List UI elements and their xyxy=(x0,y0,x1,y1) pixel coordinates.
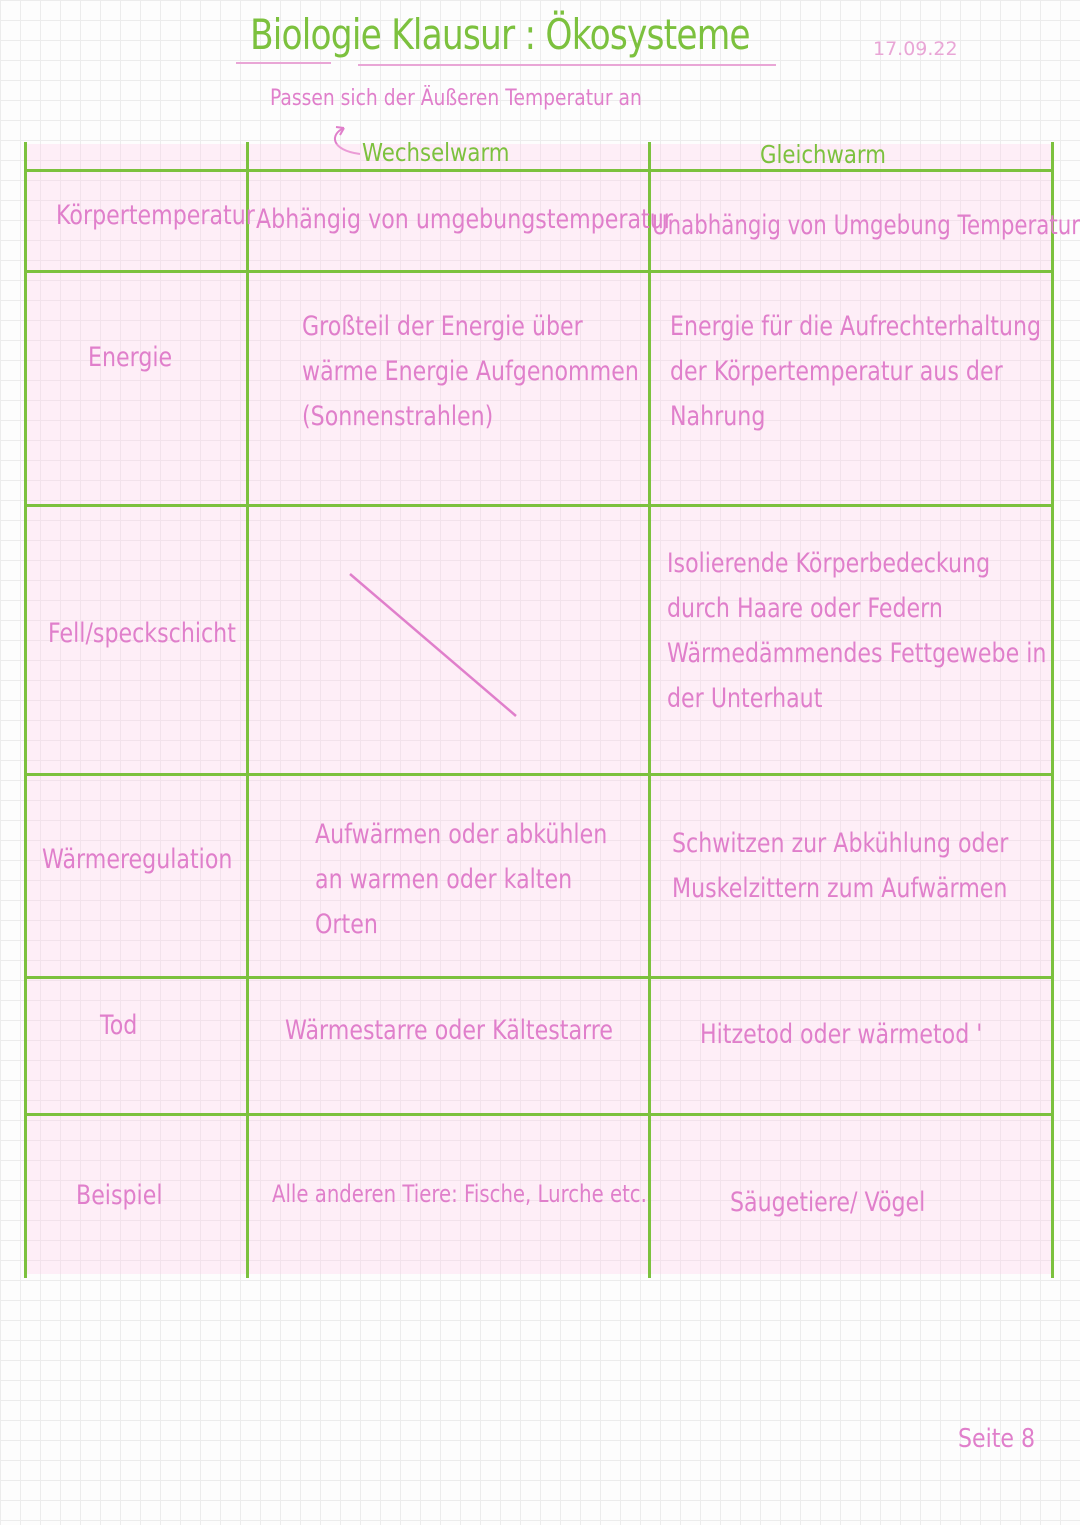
table-cell: Hitzetod oder wärmetod ' xyxy=(700,1019,983,1050)
row-label: Energie xyxy=(88,342,173,373)
cell-line: durch Haare oder Federn xyxy=(667,593,943,624)
row-label: Tod xyxy=(100,1010,138,1041)
cell-line: Großteil der Energie über xyxy=(302,311,583,342)
table-cell xyxy=(670,304,1041,439)
cell-line: der Unterhaut xyxy=(667,683,823,714)
strike-line xyxy=(340,566,530,726)
column-header-gleichwarm: Gleichwarm xyxy=(760,140,886,169)
table-cell xyxy=(302,304,639,439)
cell-line: Nahrung xyxy=(670,401,766,432)
cell-line: der Körpertemperatur aus der xyxy=(670,356,1003,387)
table-border xyxy=(24,504,1054,507)
table-border xyxy=(24,169,1054,172)
table-cell xyxy=(315,812,607,947)
table-border xyxy=(24,976,1054,979)
row-label: Fell/speckschicht xyxy=(48,618,236,649)
table-cell: Unabhängig von Umgebung Temperatur xyxy=(652,210,1080,241)
cell-line: Muskelzittern zum Aufwärmen xyxy=(672,873,1008,904)
table-border xyxy=(24,142,27,1278)
cell-line: Isolierende Körperbedeckung xyxy=(667,548,991,579)
date-label: 17.09.22 xyxy=(873,38,958,60)
title-underline xyxy=(236,62,331,64)
cell-line: Aufwärmen oder abkühlen xyxy=(315,819,608,850)
title-underline xyxy=(358,64,776,66)
cell-line: (Sonnenstrahlen) xyxy=(302,401,494,432)
cell-line: Wärmedämmendes Fettgewebe in xyxy=(667,638,1047,669)
cell-line: Schwitzen zur Abkühlung oder xyxy=(672,828,1009,859)
table-border xyxy=(24,773,1054,776)
table-cell: Säugetiere/ Vögel xyxy=(730,1187,926,1218)
table-border xyxy=(24,270,1054,273)
cell-line: an warmen oder kalten xyxy=(315,864,573,895)
cell-line: Energie für die Aufrechterhaltung xyxy=(670,311,1042,342)
table-border xyxy=(246,142,249,1278)
column-header-wechselwarm: Wechselwarm xyxy=(362,138,510,167)
cell-line: Orten xyxy=(315,909,378,940)
row-label: Wärmeregulation xyxy=(42,844,233,875)
table-cell: Alle anderen Tiere: Fische, Lurche etc. xyxy=(272,1180,647,1208)
page-title: Biologie Klausur : Ökosysteme xyxy=(250,10,750,59)
annotation-note: Passen sich der Äußeren Temperatur an xyxy=(270,86,642,111)
table-border xyxy=(24,1113,1054,1116)
table-cell: Wärmestarre oder Kältestarre xyxy=(285,1015,613,1046)
page-number: Seite 8 xyxy=(958,1424,1036,1454)
table-cell xyxy=(667,541,1046,721)
row-label: Beispiel xyxy=(76,1180,163,1211)
row-label: Körpertemperatur xyxy=(56,200,255,231)
table-cell: Abhängig von umgebungstemperatur xyxy=(256,204,673,235)
table-border xyxy=(648,142,651,1278)
table-cell xyxy=(672,821,1008,911)
table-border xyxy=(1051,142,1054,1278)
cell-line: wärme Energie Aufgenommen xyxy=(302,356,639,387)
